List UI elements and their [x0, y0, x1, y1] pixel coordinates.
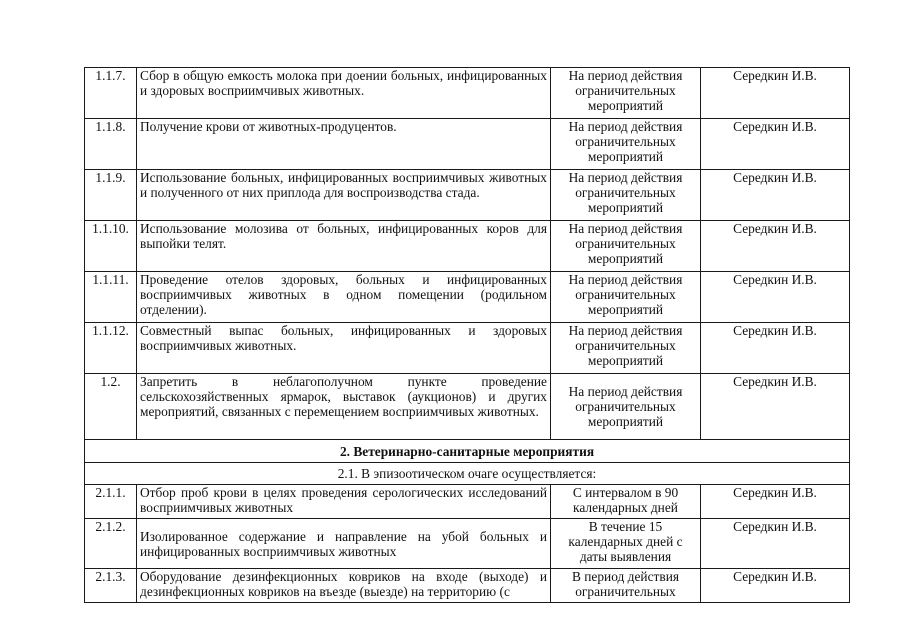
measure-text: Получение крови от животных-продуцентов. — [137, 119, 551, 170]
measure-term: На период действия ограничительных мероприятий — [551, 68, 701, 119]
measure-text: Сбор в общую емкость молока при доении больных, инфицированных и здоровых восприимчивых животных. — [137, 68, 551, 119]
table-row — [85, 68, 850, 119]
responsible-person: Середкин И.В. — [701, 272, 850, 323]
responsible-person: Середкин И.В. — [701, 119, 850, 170]
subsection-title: 2.1. В эпизоотическом очаге осуществляется: — [85, 463, 850, 485]
table-row — [85, 323, 850, 374]
responsible-person: Середкин И.В. — [701, 170, 850, 221]
measure-text: Использование больных, инфицированных восприимчивых животных и полученного от них приплода для воспроизводства стада. — [137, 170, 551, 221]
row-number: 2.1.1. — [85, 485, 137, 519]
measure-text: Использование молозива от больных, инфицированных коров для выпойки телят. — [137, 221, 551, 272]
table-row — [85, 519, 850, 569]
table-row — [85, 119, 850, 170]
section-header-row — [85, 440, 850, 463]
responsible-person: Середкин И.В. — [701, 485, 850, 519]
measure-term: На период действия ограничительных мероприятий — [551, 323, 701, 374]
table-row — [85, 170, 850, 221]
measure-text: Изолированное содержание и направление на убой больных и инфицированных восприимчивых животных — [137, 519, 551, 569]
responsible-person: Середкин И.В. — [701, 569, 850, 603]
row-number: 1.1.11. — [85, 272, 137, 323]
row-number: 1.1.9. — [85, 170, 137, 221]
measure-text: Отбор проб крови в целях проведения серологических исследований восприимчивых животных — [137, 485, 551, 519]
measure-term: На период действия ограничительных мероприятий — [551, 374, 701, 440]
measure-term: В течение 15 календарных дней с даты выявления — [551, 519, 701, 569]
measure-text: Запретить в неблагополучном пункте проведение сельскохозяйственных ярмарок, выставок (аукционов) и других мероприятий, связанных с перемещением восприимчивых животных. — [137, 374, 551, 440]
section-title: 2. Ветеринарно-санитарные мероприятия — [85, 440, 850, 463]
row-number: 1.1.10. — [85, 221, 137, 272]
row-number: 1.1.12. — [85, 323, 137, 374]
row-number: 1.1.8. — [85, 119, 137, 170]
measure-text: Проведение отелов здоровых, больных и инфицированных восприимчивых животных в одном помещении (родильном отделении). — [137, 272, 551, 323]
subsection-header-row — [85, 463, 850, 485]
table-row — [85, 485, 850, 519]
measure-term: На период действия ограничительных мероприятий — [551, 170, 701, 221]
responsible-person: Середкин И.В. — [701, 68, 850, 119]
responsible-person: Середкин И.В. — [701, 323, 850, 374]
measure-term: На период действия ограничительных мероприятий — [551, 221, 701, 272]
responsible-person: Середкин И.В. — [701, 374, 850, 440]
row-number: 2.1.2. — [85, 519, 137, 569]
responsible-person: Середкин И.В. — [701, 221, 850, 272]
row-number: 1.2. — [85, 374, 137, 440]
measure-term: В период действия ограничительных — [551, 569, 701, 603]
table-row — [85, 569, 850, 603]
measure-term: На период действия ограничительных мероприятий — [551, 119, 701, 170]
measures-table — [84, 67, 850, 603]
measure-text: Оборудование дезинфекционных ковриков на входе (выходе) и дезинфекционных ковриков на въезде (выезде) на территорию (с — [137, 569, 551, 603]
measure-term: На период действия ограничительных мероприятий — [551, 272, 701, 323]
row-number: 2.1.3. — [85, 569, 137, 603]
table-row — [85, 374, 850, 440]
row-number: 1.1.7. — [85, 68, 137, 119]
table-row — [85, 272, 850, 323]
responsible-person: Середкин И.В. — [701, 519, 850, 569]
measure-text: Совместный выпас больных, инфицированных и здоровых восприимчивых животных. — [137, 323, 551, 374]
measure-term: С интервалом в 90 календарных дней — [551, 485, 701, 519]
table-row — [85, 221, 850, 272]
